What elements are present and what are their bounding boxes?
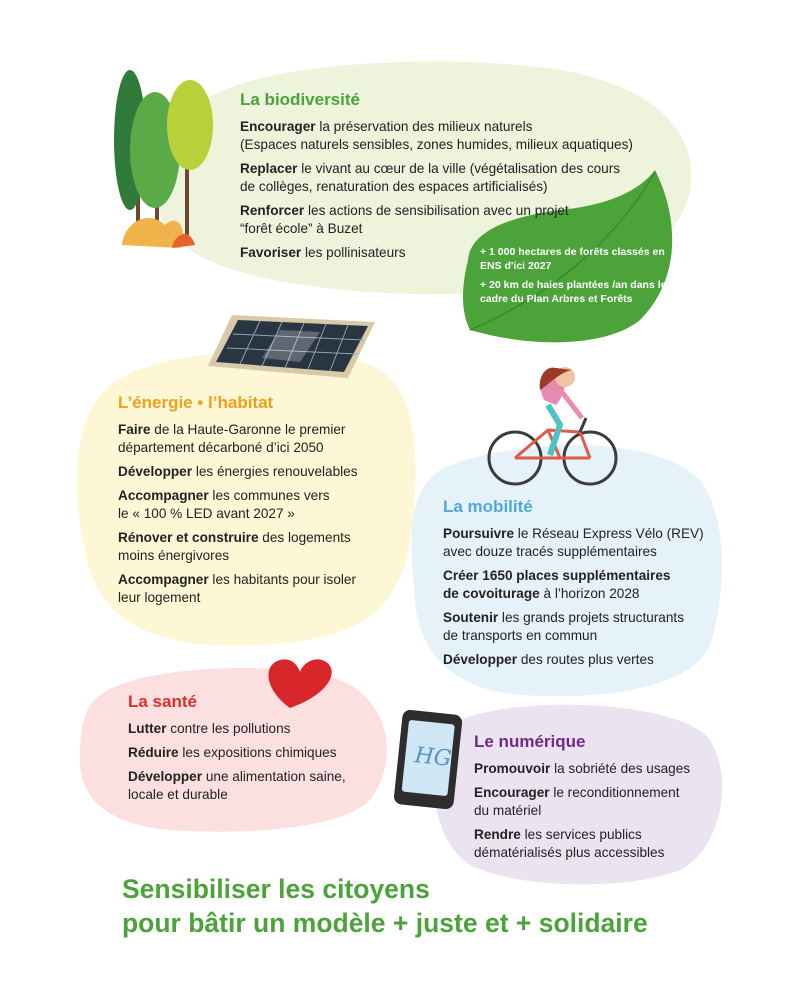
mobilite-item: Poursuivre le Réseau Express Vélo (REV) avec douze tracés supplémentaires [443, 526, 704, 559]
biodiversite-item: Favoriser les pollinisateurs [240, 245, 406, 260]
energie-item: Faire de la Haute-Garonne le premier département décarboné d’ici 2050 [118, 422, 346, 455]
biodiversite-item: Replacer le vivant au cœur de la ville (végétalisation des cours de collèges, renaturation des espaces artificialisés) [240, 161, 621, 194]
energie-title: L’énergie • l’habitat [118, 393, 274, 412]
section-sante [128, 692, 388, 810]
sante-item: Réduire les expositions chimiques [128, 745, 337, 760]
leaf-note: + 20 km de haies plantées /an dans le cadre du Plan Arbres et Forêts [480, 279, 667, 305]
mobilite-item: Développer des routes plus vertes [443, 652, 654, 667]
numerique-item: Encourager le reconditionnement du matériel [474, 785, 680, 818]
footer-line-1: Sensibiliser les citoyens [122, 874, 430, 904]
numerique-item: Rendre les services publics dématérialisés plus accessibles [474, 827, 665, 860]
biodiversite-item: Renforcer les actions de sensibilisation avec un projet “forêt école” à Buzet [240, 203, 569, 236]
sante-item: Développer une alimentation saine, locale et durable [128, 769, 346, 802]
energie-item: Développer les énergies renouvelables [118, 464, 358, 479]
biodiversite-item: Encourager la préservation des milieux naturels (Espaces naturels sensibles, zones humides, milieux aquatiques) [240, 119, 633, 152]
footer-slogan [122, 872, 648, 940]
sante-item: Lutter contre les pollutions [128, 721, 291, 736]
footer-line-2: pour bâtir un modèle + juste et + solidaire [122, 908, 648, 938]
section-energie [118, 393, 398, 613]
energie-item: Accompagner les habitants pour isoler leur logement [118, 572, 357, 605]
sante-title: La santé [128, 692, 197, 711]
energie-item: Accompagner les communes vers le « 100 % LED avant 2027 » [118, 488, 330, 521]
phone-logo: HG [413, 743, 453, 772]
biodiversite-title: La biodiversité [240, 90, 360, 109]
mobilite-title: La mobilité [443, 497, 533, 516]
section-numerique [474, 732, 714, 868]
section-biodiversite [240, 90, 660, 268]
mobilite-item: Créer 1650 places supplémentaires de covoiturage à l’horizon 2028 [443, 568, 671, 601]
section-mobilite [443, 497, 713, 675]
numerique-item: Promouvoir la sobriété des usages [474, 761, 691, 776]
energie-item: Rénover et construire des logements moins énergivores [118, 530, 351, 563]
mobilite-item: Soutenir les grands projets structurants de transports en commun [443, 610, 685, 643]
leaf-note: + 1 000 hectares de forêts classés en ENS d'ici 2027 [480, 246, 665, 272]
numerique-title: Le numérique [474, 732, 586, 751]
leaf-notes [480, 246, 670, 312]
